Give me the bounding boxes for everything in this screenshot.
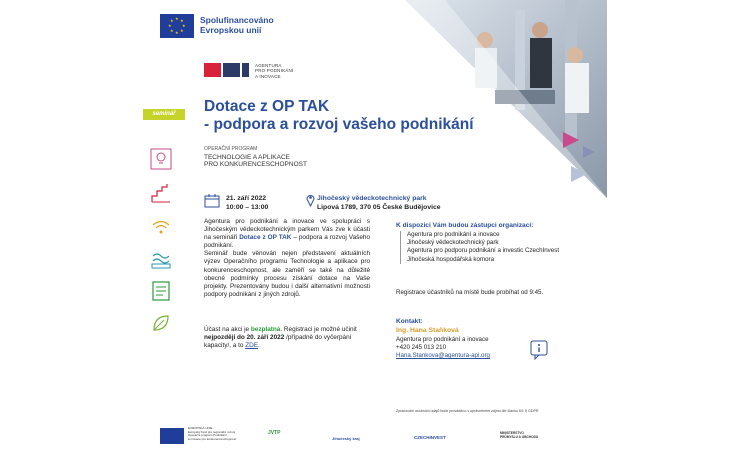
- api-logo-p-icon: [223, 63, 240, 77]
- eu-flag-icon: ★ ★ ★ ★ ★ ★ ★ ★: [160, 14, 194, 38]
- leaf-icon: [150, 312, 172, 334]
- agency-logo-text: [255, 63, 293, 79]
- mpo-logo: [500, 432, 538, 440]
- czechinvest-logo: CZECHINVEST: [414, 435, 446, 440]
- growth-chart-icon: [150, 182, 172, 204]
- eu-line-2: Evropskou unií: [200, 25, 262, 35]
- api-logo-a-icon: [204, 63, 221, 77]
- body-p1-end: – podpora a rozvoj Vašeho podnikání.: [204, 234, 371, 250]
- program-block: [204, 146, 307, 169]
- program-label: OPERAČNÍ PROGRAM: [204, 146, 258, 152]
- body-p1-highlight: Dotace z OP TAK: [239, 234, 292, 242]
- program-line-2: PRO KONKURENCESCHOPNOST: [204, 161, 307, 168]
- agency-logo-line: A INOVACE: [255, 73, 281, 79]
- event-address: Lipová 1789, 370 05 České Budějovice: [317, 204, 441, 211]
- event-date: 21. září 2022: [226, 195, 267, 202]
- event-venue: Jihočeský vědeckotechnický park: [317, 195, 427, 202]
- program-line-1: TECHNOLOGIE A APLIKACE: [204, 153, 290, 161]
- kraj-logo: Jihočeský kraj: [332, 436, 360, 441]
- eu-fund-line: a inovace pro konkurenceschopnost: [188, 436, 237, 441]
- event-datetime: [226, 194, 268, 212]
- contact-email-link[interactable]: Hana.Stankova@agentura-api.org: [396, 352, 490, 360]
- invitation-body: [204, 218, 370, 299]
- title-line-2: - podpora a rozvoj vašeho podnikání: [204, 116, 474, 133]
- reg-free: bezplatná: [250, 326, 281, 333]
- api-logo-i-icon: [242, 63, 249, 77]
- body-paragraph-2: Seminář bude věnován nejen představení aktuálních výzev Operačního programu Technologie a aplikace pro konkurenceschopnost, ale zaměří se také na důležité obecné podmínky procesu získání dotace na Vaše projekty. Prezentovány budou i další alternativní možnosti podpory podnikání z jiných zdrojů.: [204, 250, 370, 298]
- reg-start: Účast na akci je: [204, 326, 251, 333]
- reg-capacity: /případně do vyčerpání kapacity/, a to: [204, 334, 352, 350]
- jvtp-logo: JVTP: [268, 430, 281, 436]
- contact-name: Ing. Hana Staňková: [396, 327, 459, 334]
- water-flow-icon: [150, 248, 172, 270]
- eu-line-1: Spolufinancováno: [200, 15, 274, 25]
- event-time: 10:00 – 13:00: [226, 204, 269, 211]
- body-p1-start: Agentura pro podnikání a inovace ve spolupráci s Jihočeským vědeckotechnickým parkem Vás zve k účasti na semináři: [204, 218, 370, 242]
- list-item: Agentura pro podporu podnikání a investic CzechInvest: [400, 247, 560, 255]
- event-place: [317, 194, 441, 212]
- info-bubble-icon: [530, 340, 548, 360]
- eu-fund-line: EVROPSKÁ UNIE: [188, 426, 213, 430]
- location-pin-icon: [306, 193, 315, 207]
- list-item: Jihočeská hospodářská komora: [400, 256, 560, 264]
- title-line-1: Dotace z OP TAK: [204, 98, 330, 115]
- mpo-line: MINISTERSTVO: [500, 431, 524, 435]
- contact-org: Agentura pro podnikání a inovace: [396, 336, 489, 343]
- list-item: Agentura pro podnikání a inovace: [400, 231, 560, 239]
- seminar-badge: seminář: [143, 109, 185, 120]
- registration-link[interactable]: ZDE: [245, 342, 259, 350]
- registration-time-note: Registrace účastníků na místě bude probíhat od 9:45.: [396, 289, 544, 296]
- eu-fund-text: [188, 427, 236, 441]
- wifi-icon: [150, 216, 172, 238]
- eu-flag-small-icon: [160, 428, 184, 444]
- document-icon: [150, 280, 172, 302]
- agency-logo-line: PRO PODNIKÁNÍ: [255, 68, 294, 74]
- partner-logos: [160, 426, 610, 448]
- calendar-icon: [204, 194, 220, 208]
- reg-mid: . Registraci je možné učinit: [280, 326, 357, 333]
- reg-deadline: nejpozději do 20. září 2022: [204, 334, 285, 342]
- eu-fund-line: Evropský fond pro regionální rozvoj: [188, 429, 236, 434]
- list-item: Jihočeský vědeckotechnický park: [400, 239, 560, 247]
- api-logo-mark: [204, 63, 249, 77]
- contact-details: [396, 336, 490, 361]
- page-title: [204, 98, 474, 134]
- lightbulb-icon: [150, 148, 172, 170]
- representatives-heading: K dispozici Vám budou zástupci organizací:: [396, 222, 534, 229]
- representatives-list: [400, 231, 560, 264]
- agency-logo-line: AGENTURA: [255, 63, 282, 68]
- reg-end: .: [258, 342, 260, 350]
- mpo-line: PRŮMYSLU A OBCHODU: [500, 434, 539, 439]
- registration-text: [204, 326, 372, 350]
- gdpr-note: Zpracování osobních údajů bude prováděno v oprávněném zájmu dle článku 6/1 f) GDPR: [396, 409, 539, 413]
- agency-logo: [204, 63, 293, 79]
- body-paragraph-1: [204, 218, 370, 250]
- contact-heading: Kontakt:: [396, 318, 423, 325]
- contact-phone: +420 245 013 210: [396, 344, 447, 352]
- eu-cofinanced-text: [200, 15, 274, 35]
- eu-fund-line: Operační program Podnikání: [188, 433, 227, 438]
